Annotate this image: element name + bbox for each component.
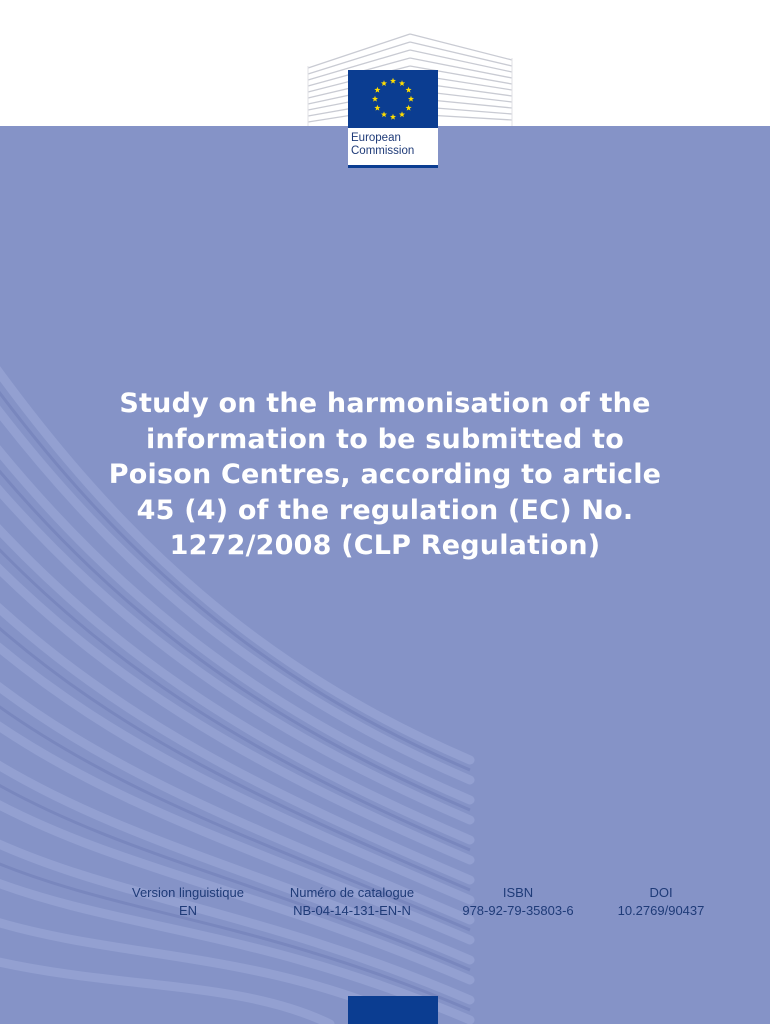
meta-version-value: EN: [178, 903, 198, 918]
meta-version-label: Version linguistique: [131, 885, 245, 900]
logo-line-2: Commission: [351, 145, 415, 157]
eu-star-icon: [390, 78, 396, 84]
logo-wordmark: [351, 128, 435, 158]
meta-version: [118, 884, 258, 920]
eu-star-icon: [399, 111, 405, 117]
meta-isbn-value: 978-92-79-35803-6: [462, 903, 574, 918]
eu-star-icon: [408, 96, 414, 102]
meta-catalogue-label: Numéro de catalogue: [289, 885, 415, 900]
meta-doi-value: 10.2769/90437: [617, 903, 705, 918]
meta-catalogue-value: NB-04-14-131-EN-N: [293, 903, 411, 918]
meta-doi: [600, 884, 722, 920]
eu-star-icon: [374, 87, 380, 93]
eu-star-icon: [381, 80, 387, 86]
eu-star-icon: [374, 105, 380, 111]
european-commission-logo: [348, 70, 438, 168]
eu-star-icon: [381, 111, 387, 117]
meta-isbn-label: ISBN: [502, 885, 534, 900]
eu-star-icon: [399, 80, 405, 86]
publication-metadata: [0, 884, 770, 924]
logo-underline: [348, 165, 438, 168]
bottom-blue-bar: [348, 996, 438, 1024]
meta-isbn: [448, 884, 588, 920]
eu-star-icon: [406, 105, 412, 111]
logo-line-1: European: [351, 132, 401, 144]
meta-catalogue: [272, 884, 432, 920]
eu-star-icon: [390, 114, 396, 120]
document-title: Study on the harmonisation of the information to be submitted to Poison Centres, according to article 45 (4) of the regulation (EC) No. 1272/2008 (CLP Regulation): [108, 388, 662, 561]
meta-doi-label: DOI: [649, 885, 673, 900]
eu-star-icon: [372, 96, 378, 102]
eu-flag-icon: [348, 70, 438, 128]
eu-star-icon: [406, 87, 412, 93]
